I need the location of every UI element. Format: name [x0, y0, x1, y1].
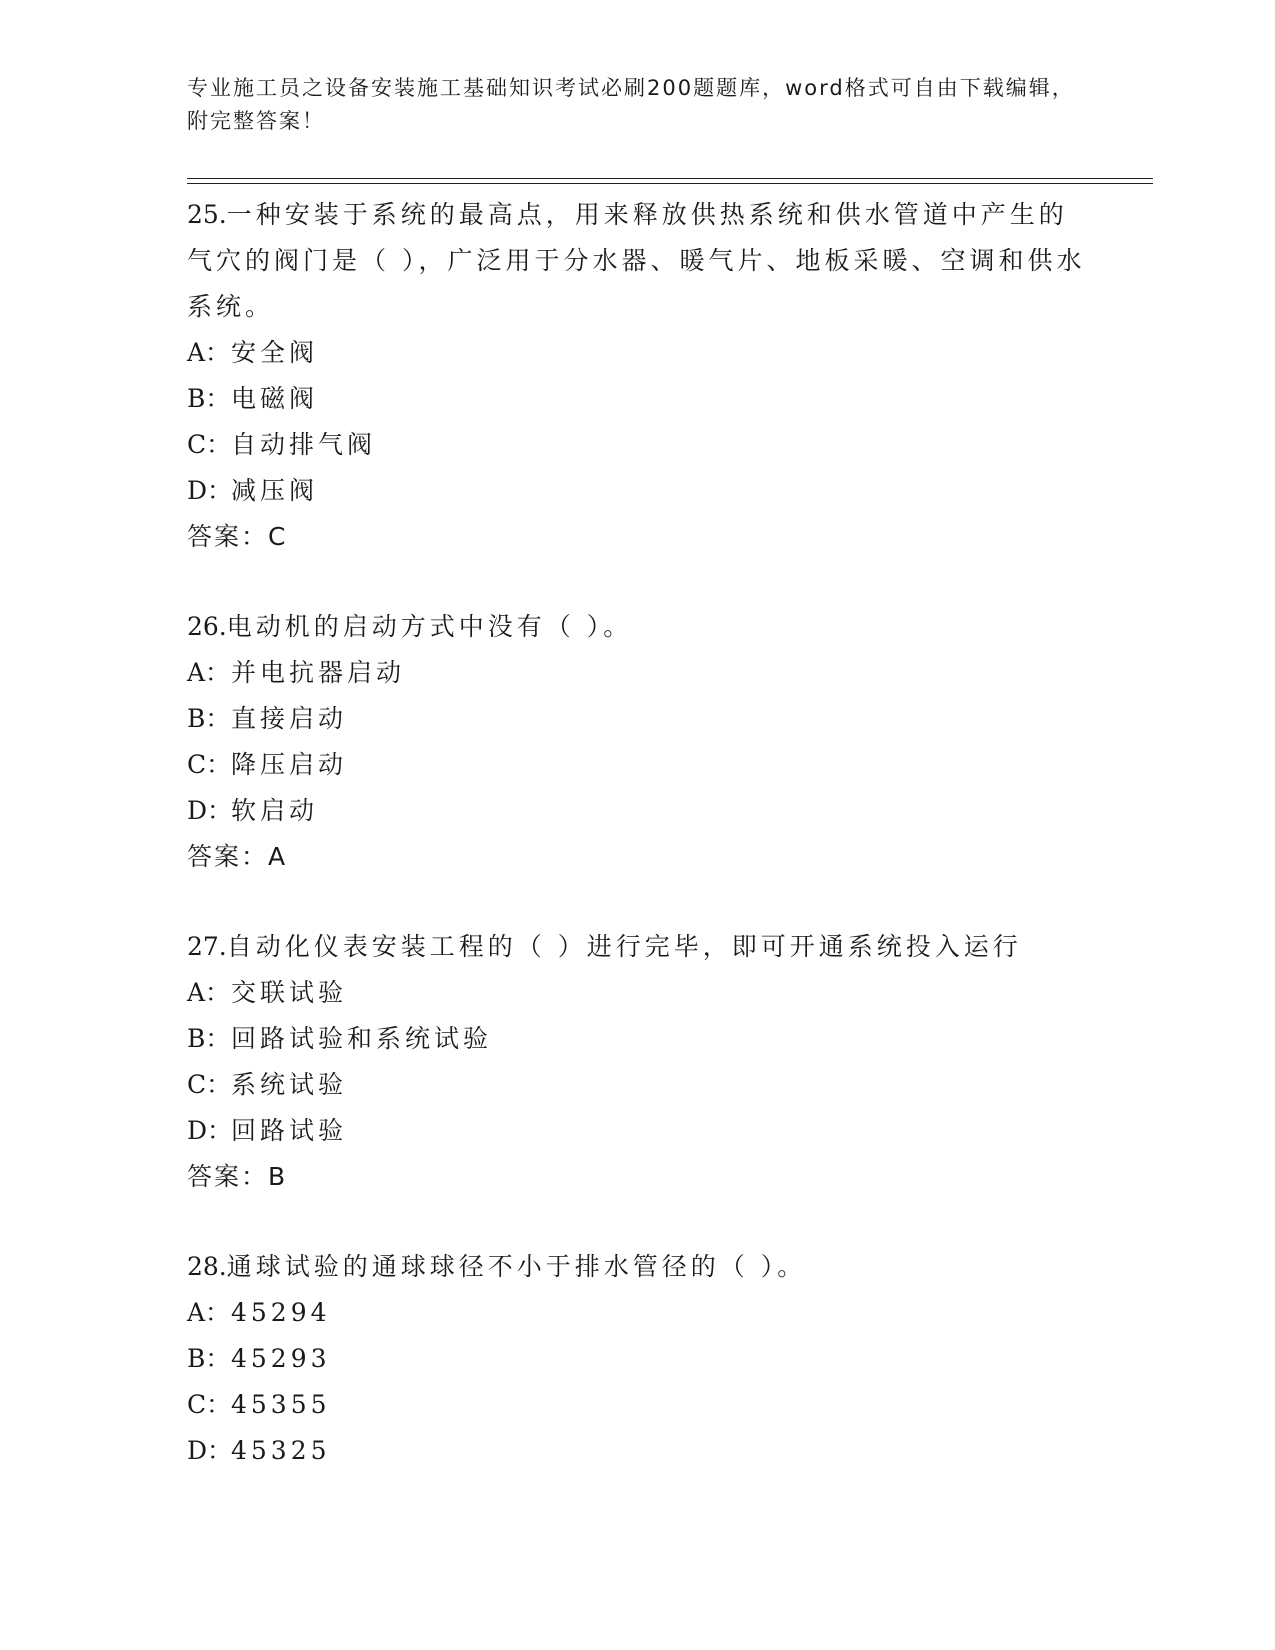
answer-value: A [268, 842, 288, 871]
option-letter: B： [187, 704, 231, 733]
option-a [187, 650, 1087, 696]
option-letter: D： [187, 1436, 233, 1465]
option-text: 45325 [231, 1436, 331, 1465]
question-26 [187, 604, 1087, 880]
option-letter: A： [187, 978, 231, 1007]
option-text: 降压启动 [231, 750, 348, 779]
option-d [187, 788, 1087, 834]
option-text: 回路试验和系统试验 [231, 1024, 493, 1053]
answer-line [187, 1154, 1087, 1200]
option-text: 减压阀 [231, 476, 319, 505]
option-text: 45294 [231, 1298, 331, 1327]
question-stem [187, 192, 1087, 330]
question-text: 自动化仪表安装工程的（ ）进行完毕，即可开通系统投入运行 [226, 932, 1022, 961]
option-text: 交联试验 [231, 978, 348, 1007]
option-letter: C： [187, 430, 232, 459]
answer-value: C [268, 522, 288, 551]
option-text: 直接启动 [231, 704, 348, 733]
option-text: 电磁阀 [231, 384, 319, 413]
question-27 [187, 924, 1087, 1200]
option-letter: B： [187, 1024, 231, 1053]
option-b [187, 376, 1087, 422]
option-letter: A： [187, 338, 231, 367]
option-text: 并电抗器启动 [231, 658, 406, 687]
option-a [187, 330, 1087, 376]
answer-line [187, 514, 1087, 560]
option-text: 安全阀 [231, 338, 319, 367]
question-stem [187, 924, 1087, 970]
header-divider-bottom [187, 183, 1153, 184]
option-letter: D： [187, 796, 233, 825]
option-letter: B： [187, 384, 231, 413]
question-text: 一种安装于系统的最高点，用来释放供热系统和供水管道中产生的气穴的阀门是（ ），广泛用于分水器、暖气片、地板采暖、空调和供水系统。 [187, 200, 1086, 321]
document-header: 专业施工员之设备安装施工基础知识考试必刷200题题库，word格式可自由下载编辑，附完整答案！ [187, 76, 1075, 133]
option-letter: C： [187, 750, 232, 779]
option-d [187, 468, 1087, 514]
option-a [187, 970, 1087, 1016]
option-b [187, 1016, 1087, 1062]
option-d [187, 1428, 1087, 1474]
option-text: 回路试验 [231, 1116, 348, 1145]
option-letter: A： [187, 1298, 231, 1327]
question-list [187, 192, 1087, 1518]
option-letter: A： [187, 658, 231, 687]
option-d [187, 1108, 1087, 1154]
answer-line [187, 834, 1087, 880]
option-b [187, 696, 1087, 742]
question-number: 27. [187, 932, 227, 961]
answer-label: 答案： [187, 522, 269, 551]
question-25 [187, 192, 1087, 560]
header-divider-top [187, 178, 1153, 179]
question-stem [187, 604, 1087, 650]
question-text: 通球试验的通球球径不小于排水管径的（ ）。 [226, 1252, 807, 1281]
option-letter: D： [187, 1116, 233, 1145]
option-letter: C： [187, 1070, 232, 1099]
answer-value: B [268, 1162, 288, 1191]
question-28 [187, 1244, 1087, 1474]
option-c [187, 1062, 1087, 1108]
option-letter: C： [187, 1390, 232, 1419]
option-text: 软启动 [231, 796, 319, 825]
option-text: 45293 [231, 1344, 331, 1373]
option-a [187, 1290, 1087, 1336]
question-stem [187, 1244, 1087, 1290]
answer-label: 答案： [187, 1162, 269, 1191]
option-text: 自动排气阀 [231, 430, 377, 459]
option-text: 45355 [231, 1390, 331, 1419]
option-text: 系统试验 [231, 1070, 348, 1099]
option-c [187, 1382, 1087, 1428]
option-c [187, 422, 1087, 468]
option-b [187, 1336, 1087, 1382]
option-c [187, 742, 1087, 788]
answer-label: 答案： [187, 842, 269, 871]
option-letter: B： [187, 1344, 231, 1373]
option-letter: D： [187, 476, 233, 505]
question-number: 25. [187, 200, 227, 229]
question-text: 电动机的启动方式中没有（ ）。 [226, 612, 633, 641]
question-number: 28. [187, 1252, 227, 1281]
question-number: 26. [187, 612, 227, 641]
